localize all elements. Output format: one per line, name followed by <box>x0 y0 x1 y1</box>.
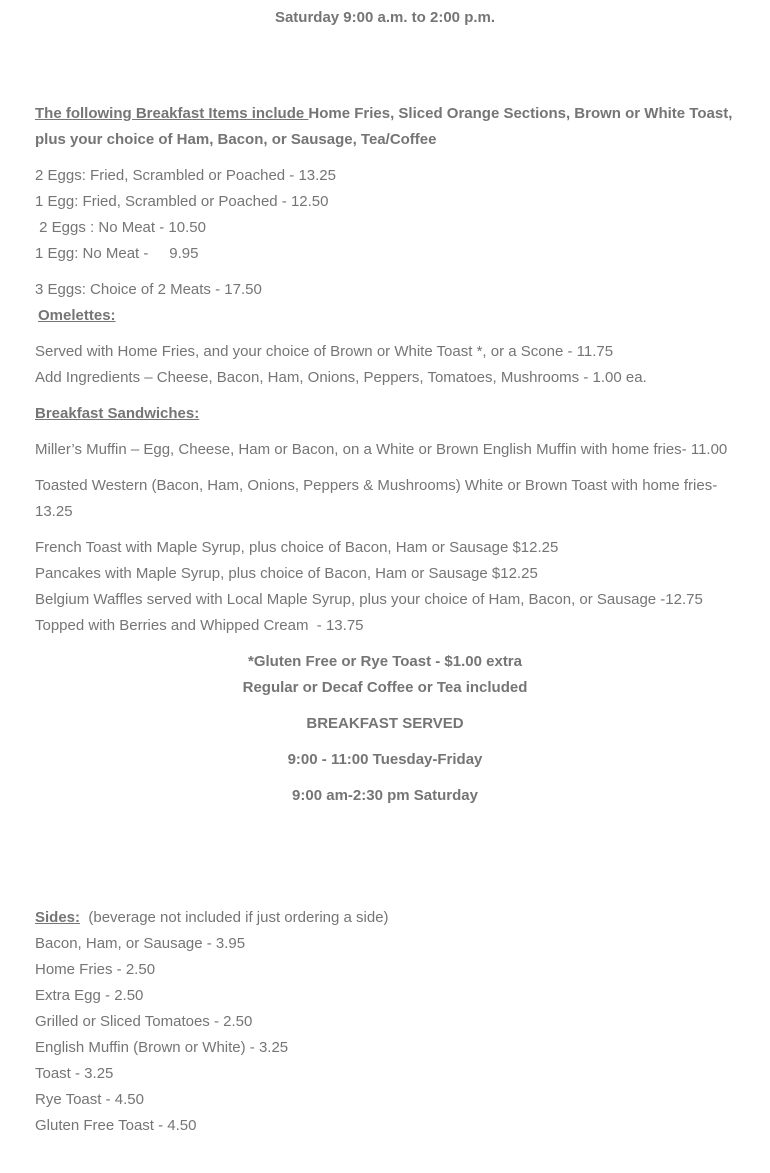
side-item: English Muffin (Brown or White) - 3.25 <box>35 1039 289 1056</box>
three-eggs-item: 3 Eggs: Choice of 2 Meats - 17.50 <box>35 281 262 298</box>
millers-muffin-item: Miller’s Muffin – Egg, Cheese, Ham or Bacon, on a White or Brown English Muffin with home fries- 11.00 <box>35 441 728 458</box>
served-saturday: 9:00 am-2:30 pm Saturday <box>292 787 478 804</box>
toasted-western-item: Toasted Western (Bacon, Ham, Onions, Peppers & Mushrooms) White or Brown Toast with home fries- 13.25 <box>35 477 739 520</box>
menu-item: Belgium Waffles served with Local Maple Syrup, plus your choice of Ham, Bacon, or Sausage -12.75 <box>35 591 703 608</box>
served-heading: BREAKFAST SERVED <box>306 715 464 732</box>
breakfast-items-list <box>35 163 735 267</box>
omelettes-list <box>35 339 735 391</box>
side-item: Grilled or Sliced Tomatoes - 2.50 <box>35 1013 253 1030</box>
sandwiches-heading: Breakfast Sandwiches: <box>35 405 200 422</box>
breakfast-item: 1 Egg: No Meat - 9.95 <box>35 245 199 262</box>
omelettes-heading: Omelettes: <box>38 307 116 324</box>
menu-page <box>35 5 739 1139</box>
served-weekday: 9:00 - 11:00 Tuesday-Friday <box>287 751 483 768</box>
omelettes-line: Add Ingredients – Cheese, Bacon, Ham, Onions, Peppers, Tomatoes, Mushrooms - 1.00 ea. <box>35 369 647 386</box>
coffee-note: Regular or Decaf Coffee or Tea included <box>242 679 528 696</box>
side-item: Gluten Free Toast - 4.50 <box>35 1117 197 1134</box>
more-breakfast-items <box>35 535 735 639</box>
menu-item: French Toast with Maple Syrup, plus choice of Bacon, Ham or Sausage $12.25 <box>35 539 559 556</box>
side-item: Rye Toast - 4.50 <box>35 1091 144 1108</box>
side-item: Home Fries - 2.50 <box>35 961 156 978</box>
sides-heading: Sides: <box>35 909 81 926</box>
sides-list <box>35 931 735 1139</box>
omelettes-line: Served with Home Fries, and your choice of Brown or White Toast *, or a Scone - 11.75 <box>35 343 614 360</box>
sides-intro <box>35 905 735 931</box>
breakfast-item: 2 Eggs : No Meat - 10.50 <box>35 219 206 236</box>
breakfast-item: 1 Egg: Fried, Scrambled or Poached - 12.50 <box>35 193 329 210</box>
menu-item: Pancakes with Maple Syrup, plus choice of Bacon, Ham or Sausage $12.25 <box>35 565 538 582</box>
sides-note: (beverage not included if just ordering a side) <box>80 909 389 926</box>
notes-block <box>35 649 735 701</box>
menu-item: Topped with Berries and Whipped Cream - 13.75 <box>35 617 364 634</box>
saturday-hours: Saturday 9:00 a.m. to 2:00 p.m. <box>274 9 496 26</box>
side-item: Bacon, Ham, or Sausage - 3.95 <box>35 935 246 952</box>
gluten-free-note: *Gluten Free or Rye Toast - $1.00 extra <box>248 653 522 670</box>
breakfast-item: 2 Eggs: Fried, Scrambled or Poached - 13.25 <box>35 167 336 184</box>
breakfast-intro-underlined: The following Breakfast Items include <box>35 105 309 122</box>
breakfast-intro <box>35 101 735 153</box>
side-item: Extra Egg - 2.50 <box>35 987 144 1004</box>
breakfast-intro-rest: Home Fries, Sliced Orange Sections, Brown or White Toast, plus your choice of Ham, Bacon, or Sausage, Tea/Coffee <box>35 105 733 148</box>
side-item: Toast - 3.25 <box>35 1065 114 1082</box>
